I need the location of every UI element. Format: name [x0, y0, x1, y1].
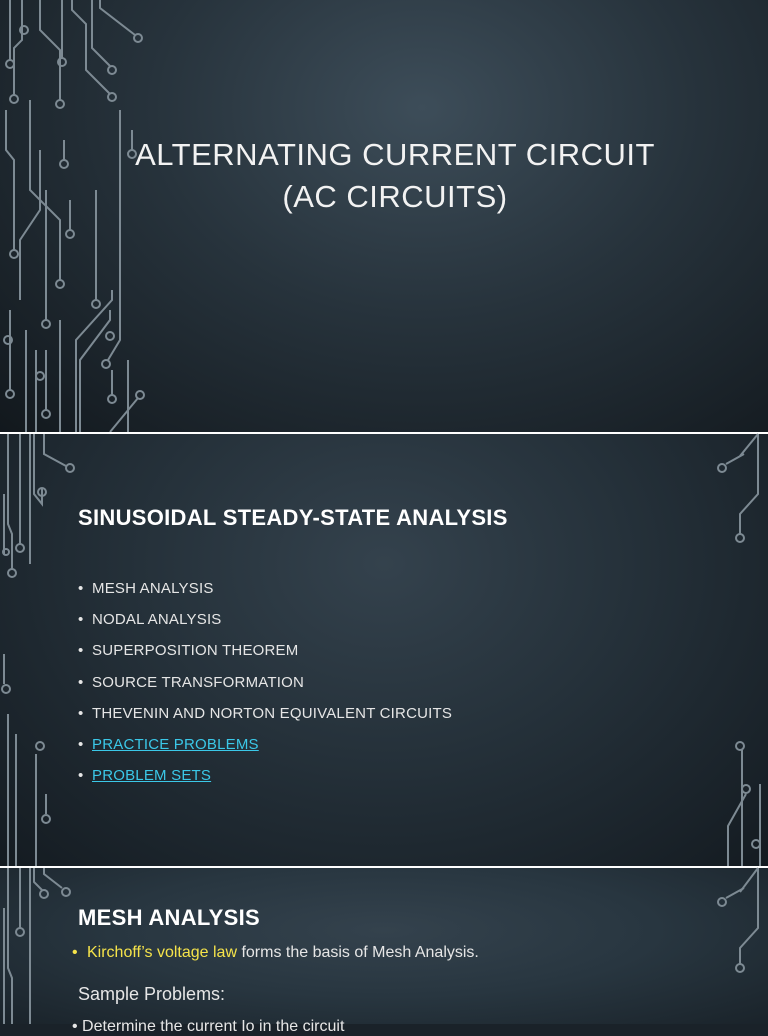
bullet-icon: • [78, 580, 84, 597]
list-item-label: MESH ANALYSIS [92, 580, 214, 597]
topic-list [78, 580, 452, 798]
bullet-icon: • [78, 704, 84, 722]
bullet-icon: • [78, 735, 84, 753]
title-line-2: (AC CIRCUITS) [282, 179, 508, 214]
kvl-statement [72, 944, 479, 962]
list-item [78, 736, 452, 767]
list-item [78, 674, 452, 705]
list-item [78, 611, 452, 642]
list-item [78, 705, 452, 736]
problem-sets-link[interactable]: PROBLEM SETS [92, 767, 212, 785]
list-item [78, 580, 452, 611]
mesh-analysis-slide [0, 868, 768, 1035]
list-item [78, 767, 452, 798]
title-line-1: ALTERNATING CURRENT CIRCUIT [135, 137, 655, 172]
presentation-title [110, 134, 680, 218]
kvl-rest: forms the basis of Mesh Analysis. [237, 944, 479, 961]
practice-problems-link[interactable]: PRACTICE PROBLEMS [92, 735, 259, 753]
slide-heading: MESH ANALYSIS [78, 905, 260, 930]
bullet-icon: • [78, 767, 84, 785]
list-item-label: SOURCE TRANSFORMATION [92, 673, 304, 691]
kvl-highlight: Kirchoff’s voltage law [87, 944, 237, 961]
bullet-icon: • [78, 673, 84, 691]
sample-problems-heading: Sample Problems: [78, 984, 226, 1004]
list-item-label: SUPERPOSITION THEOREM [92, 642, 299, 660]
analysis-topics-slide [0, 434, 768, 866]
bullet-icon: • [72, 944, 78, 961]
bullet-icon: • [78, 642, 84, 660]
list-item-label: NODAL ANALYSIS [92, 611, 222, 629]
slide-heading: SINUSOIDAL STEADY-STATE ANALYSIS [78, 505, 508, 530]
list-item-label: THEVENIN AND NORTON EQUIVALENT CIRCUITS [92, 704, 453, 722]
list-item [78, 642, 452, 673]
bullet-icon: • [78, 611, 84, 629]
partial-problem-text: • Determine the current Io in the circuit [72, 1018, 345, 1035]
title-slide [0, 0, 768, 432]
